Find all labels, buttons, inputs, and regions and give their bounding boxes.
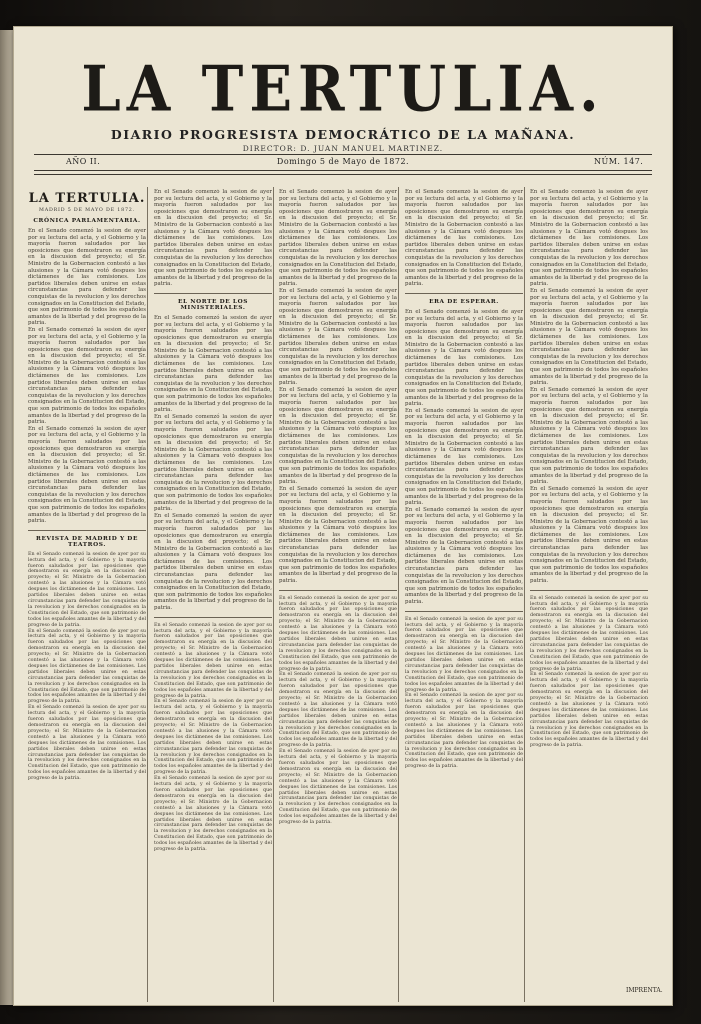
- column-heading: LA TERTULIA.: [28, 191, 146, 206]
- column-divider: [147, 187, 148, 1002]
- article-body: En el Senado comenzó la sesion de ayer por su lectura del acta, y el Gobierno y la mayoría fueron saludados por las oposiciones que demostraron su energía en la discusion del proyecto; el Sr. Ministro de la Gobernacion contestó a las alusiones y la Cámara votó despues los dictámenes de las comisiones. Los partidos liberales deben unirse en estas circunstancias para defender las conquistas de la revolucion y los derechos consignados en la Constitucion del Estado, que son patrimonio de todos los españoles amantes de la libertad y del progreso de la patria.: [279, 749, 397, 826]
- article-body: En el Senado comenzó la sesion de ayer por su lectura del acta, y el Gobierno y la mayoría fueron saludados por las oposiciones que demostraron su energía en la discusion del proyecto; el Sr. Ministro de la Gobernacion contestó a las alusiones y la Cámara votó despues los dictámenes de las comisiones. Los partidos liberales deben unirse en estas circunstancias para defender las conquistas de la revolucion y los derechos consignados en la Constitucion del Estado, que son patrimonio de todos los españoles amantes de la libertad y del progreso de la patria.: [28, 628, 146, 705]
- section-heading: ERA DE ESPERAR.: [429, 298, 499, 305]
- article-body: En el Senado comenzó la sesion de ayer por su lectura del acta, y el Gobierno y la mayoría fueron saludados por las oposiciones que demostraron su energía en la discusion del proyecto; el Sr. Ministro de la Gobernacion contestó a las alusiones y la Cámara votó despues los dictámenes de las comisiones. Los partidos liberales deben unirse en estas circunstancias para defender las conquistas de la revolucion y los derechos consignados en la Constitucion del Estado, que son patrimonio de todos los españoles amantes de la libertad y del progreso de la patria.: [279, 189, 397, 288]
- article-body: En el Senado comenzó la sesion de ayer por su lectura del acta, y el Gobierno y la mayoría fueron saludados por las oposiciones que demostraron su energía en la discusion del proyecto; el Sr. Ministro de la Gobernacion contestó a las alusiones y la Cámara votó despues los dictámenes de las comisiones. Los partidos liberales deben unirse en estas circunstancias para defender las conquistas de la revolucion y los derechos consignados en la Constitucion del Estado, que son patrimonio de todos los españoles amantes de la libertad y del progreso de la patria.: [28, 425, 146, 525]
- article-body: En el Senado comenzó la sesion de ayer por su lectura del acta, y el Gobierno y la mayoría fueron saludados por las oposiciones que demostraron su energía en la discusion del proyecto; el Sr. Ministro de la Gobernacion contestó a las alusiones y la Cámara votó despues los dictámenes de las comisiones. Los partidos liberales deben unirse en estas circunstancias para defender las conquistas de la revolucion y los derechos consignados en la Constitucion del Estado, que son patrimonio de todos los españoles amantes de la libertad y del progreso de la patria.: [28, 705, 146, 782]
- article-divider: [279, 590, 397, 591]
- article-divider: [154, 293, 272, 294]
- article-body: En el Senado comenzó la sesion de ayer por su lectura del acta, y el Gobierno y la mayoría fueron saludados por las oposiciones que demostraron su energía en la discusion del proyecto; el Sr. Ministro de la Gobernacion contestó a las alusiones y la Cámara votó despues los dictámenes de las comisiones. Los partidos liberales deben unirse en estas circunstancias para defender las conquistas de la revolucion y los derechos consignados en la Constitucion del Estado, que son patrimonio de todos los españoles amantes de la libertad y del progreso de la patria.: [279, 595, 397, 672]
- column-divider: [398, 187, 399, 1002]
- article-body: En el Senado comenzó la sesion de ayer por su lectura del acta, y el Gobierno y la mayoría fueron saludados por las oposiciones que demostraron su energía en la discusion del proyecto; el Sr. Ministro de la Gobernacion contestó a las alusiones y la Cámara votó despues los dictámenes de las comisiones. Los partidos liberales deben unirse en estas circunstancias para defender las conquistas de la revolucion y los derechos consignados en la Constitucion del Estado, que son patrimonio de todos los españoles amantes de la libertad y del progreso de la patria.: [154, 512, 272, 612]
- column-5: [530, 189, 648, 999]
- article-body: En el Senado comenzó la sesion de ayer por su lectura del acta, y el Gobierno y la mayoría fueron saludados por las oposiciones que demostraron su energía en la discusion del proyecto; el Sr. Ministro de la Gobernacion contestó a las alusiones y la Cámara votó despues los dictámenes de las comisiones. Los partidos liberales deben unirse en estas circunstancias para defender las conquistas de la revolucion y los derechos consignados en la Constitucion del Estado, que son patrimonio de todos los españoles amantes de la libertad y del progreso de la patria.: [530, 485, 648, 585]
- article-divider: [28, 530, 146, 531]
- column-dateline: MADRID 5 DE MAYO DE 1872.: [39, 208, 135, 213]
- newspaper-page: [13, 26, 673, 1006]
- article-body: En el Senado comenzó la sesion de ayer por su lectura del acta, y el Gobierno y la mayoría fueron saludados por las oposiciones que demostraron su energía en la discusion del proyecto; el Sr. Ministro de la Gobernacion contestó a las alusiones y la Cámara votó despues los dictámenes de las comisiones. Los partidos liberales deben unirse en estas circunstancias para defender las conquistas de la revolucion y los derechos consignados en la Constitucion del Estado, que son patrimonio de todos los españoles amantes de la libertad y del progreso de la patria.: [28, 326, 146, 426]
- section-heading: REVISTA DE MADRID Y DE TEATROS.: [36, 535, 138, 548]
- article-body: En el Senado comenzó la sesion de ayer por su lectura del acta, y el Gobierno y la mayoría fueron saludados por las oposiciones que demostraron su energía en la discusion del proyecto; el Sr. Ministro de la Gobernacion contestó a las alusiones y la Cámara votó despues los dictámenes de las comisiones. Los partidos liberales deben unirse en estas circunstancias para defender las conquistas de la revolucion y los derechos consignados en la Constitucion del Estado, que son patrimonio de todos los españoles amantes de la libertad y del progreso de la patria.: [154, 776, 272, 853]
- article-body: En el Senado comenzó la sesion de ayer por su lectura del acta, y el Gobierno y la mayoría fueron saludados por las oposiciones que demostraron su energía en la discusion del proyecto; el Sr. Ministro de la Gobernacion contestó a las alusiones y la Cámara votó despues los dictámenes de las comisiones. Los partidos liberales deben unirse en estas circunstancias para defender las conquistas de la revolucion y los derechos consignados en la Constitucion del Estado, que son patrimonio de todos los españoles amantes de la libertad y del progreso de la patria.: [530, 287, 648, 387]
- article-divider: [530, 590, 648, 591]
- article-divider: [154, 617, 272, 618]
- column-divider: [524, 187, 525, 1002]
- article-body: En el Senado comenzó la sesion de ayer por su lectura del acta, y el Gobierno y la mayoría fueron saludados por las oposiciones que demostraron su energía en la discusion del proyecto; el Sr. Ministro de la Gobernacion contestó a las alusiones y la Cámara votó despues los dictámenes de las comisiones. Los partidos liberales deben unirse en estas circunstancias para defender las conquistas de la revolucion y los derechos consignados en la Constitucion del Estado, que son patrimonio de todos los españoles amantes de la libertad y del progreso de la patria.: [530, 672, 648, 749]
- article-body: En el Senado comenzó la sesion de ayer por su lectura del acta, y el Gobierno y la mayoría fueron saludados por las oposiciones que demostraron su energía en la discusion del proyecto; el Sr. Ministro de la Gobernacion contestó a las alusiones y la Cámara votó despues los dictámenes de las comisiones. Los partidos liberales deben unirse en estas circunstancias para defender las conquistas de la revolucion y los derechos consignados en la Constitucion del Estado, que son patrimonio de todos los españoles amantes de la libertad y del progreso de la patria.: [279, 485, 397, 585]
- article-divider: [405, 293, 523, 294]
- director-line: DIRECTOR: D. JUAN MANUEL MARTINEZ.: [242, 144, 444, 153]
- rule-mid: [34, 170, 652, 171]
- article-body: En el Senado comenzó la sesion de ayer por su lectura del acta, y el Gobierno y la mayoría fueron saludados por las oposiciones que demostraron su energía en la discusion del proyecto; el Sr. Ministro de la Gobernacion contestó a las alusiones y la Cámara votó despues los dictámenes de las comisiones. Los partidos liberales deben unirse en estas circunstancias para defender las conquistas de la revolucion y los derechos consignados en la Constitucion del Estado, que son patrimonio de todos los españoles amantes de la libertad y del progreso de la patria.: [530, 595, 648, 672]
- article-body: En el Senado comenzó la sesion de ayer por su lectura del acta, y el Gobierno y la mayoría fueron saludados por las oposiciones que demostraron su energía en la discusion del proyecto; el Sr. Ministro de la Gobernacion contestó a las alusiones y la Cámara votó despues los dictámenes de las comisiones. Los partidos liberales deben unirse en estas circunstancias para defender las conquistas de la revolucion y los derechos consignados en la Constitucion del Estado, que son patrimonio de todos los españoles amantes de la libertad y del progreso de la patria.: [405, 407, 523, 507]
- article-body: En el Senado comenzó la sesion de ayer por su lectura del acta, y el Gobierno y la mayoría fueron saludados por las oposiciones que demostraron su energía en la discusion del proyecto; el Sr. Ministro de la Gobernacion contestó a las alusiones y la Cámara votó despues los dictámenes de las comisiones. Los partidos liberales deben unirse en estas circunstancias para defender las conquistas de la revolucion y los derechos consignados en la Constitucion del Estado, que son patrimonio de todos los españoles amantes de la libertad y del progreso de la patria.: [405, 616, 523, 693]
- column-2: [154, 189, 272, 999]
- footer-stamp: IMPRENTA.: [626, 987, 663, 994]
- article-body: En el Senado comenzó la sesion de ayer por su lectura del acta, y el Gobierno y la mayoría fueron saludados por las oposiciones que demostraron su energía en la discusion del proyecto; el Sr. Ministro de la Gobernacion contestó a las alusiones y la Cámara votó despues los dictámenes de las comisiones. Los partidos liberales deben unirse en estas circunstancias para defender las conquistas de la revolucion y los derechos consignados en la Constitucion del Estado, que son patrimonio de todos los españoles amantes de la libertad y del progreso de la patria.: [405, 189, 523, 288]
- article-divider: [405, 611, 523, 612]
- section-heading: EL NORTE DE LOS MINISTERIALES.: [177, 298, 249, 311]
- column-divider: [273, 187, 274, 1002]
- article-body: En el Senado comenzó la sesion de ayer por su lectura del acta, y el Gobierno y la mayoría fueron saludados por las oposiciones que demostraron su energía en la discusion del proyecto; el Sr. Ministro de la Gobernacion contestó a las alusiones y la Cámara votó despues los dictámenes de las comisiones. Los partidos liberales deben unirse en estas circunstancias para defender las conquistas de la revolucion y los derechos consignados en la Constitucion del Estado, que son patrimonio de todos los españoles amantes de la libertad y del progreso de la patria.: [154, 699, 272, 776]
- article-body: En el Senado comenzó la sesion de ayer por su lectura del acta, y el Gobierno y la mayoría fueron saludados por las oposiciones que demostraron su energía en la discusion del proyecto; el Sr. Ministro de la Gobernacion contestó a las alusiones y la Cámara votó despues los dictámenes de las comisiones. Los partidos liberales deben unirse en estas circunstancias para defender las conquistas de la revolucion y los derechos consignados en la Constitucion del Estado, que son patrimonio de todos los españoles amantes de la libertad y del progreso de la patria.: [530, 189, 648, 288]
- column-4: [405, 189, 523, 999]
- issue-number: NÚM. 147.: [594, 157, 644, 166]
- column-1: [28, 189, 146, 999]
- article-body: En el Senado comenzó la sesion de ayer por su lectura del acta, y el Gobierno y la mayoría fueron saludados por las oposiciones que demostraron su energía en la discusion del proyecto; el Sr. Ministro de la Gobernacion contestó a las alusiones y la Cámara votó despues los dictámenes de las comisiones. Los partidos liberales deben unirse en estas circunstancias para defender las conquistas de la revolucion y los derechos consignados en la Constitucion del Estado, que son patrimonio de todos los españoles amantes de la libertad y del progreso de la patria.: [28, 551, 146, 628]
- article-body: En el Senado comenzó la sesion de ayer por su lectura del acta, y el Gobierno y la mayoría fueron saludados por las oposiciones que demostraron su energía en la discusion del proyecto; el Sr. Ministro de la Gobernacion contestó a las alusiones y la Cámara votó despues los dictámenes de las comisiones. Los partidos liberales deben unirse en estas circunstancias para defender las conquistas de la revolucion y los derechos consignados en la Constitucion del Estado, que son patrimonio de todos los españoles amantes de la libertad y del progreso de la patria.: [154, 622, 272, 699]
- article-body: En el Senado comenzó la sesion de ayer por su lectura del acta, y el Gobierno y la mayoría fueron saludados por las oposiciones que demostraron su energía en la discusion del proyecto; el Sr. Ministro de la Gobernacion contestó a las alusiones y la Cámara votó despues los dictámenes de las comisiones. Los partidos liberales deben unirse en estas circunstancias para defender las conquistas de la revolucion y los derechos consignados en la Constitucion del Estado, que son patrimonio de todos los españoles amantes de la libertad y del progreso de la patria.: [279, 672, 397, 749]
- article-body: En el Senado comenzó la sesion de ayer por su lectura del acta, y el Gobierno y la mayoría fueron saludados por las oposiciones que demostraron su energía en la discusion del proyecto; el Sr. Ministro de la Gobernacion contestó a las alusiones y la Cámara votó despues los dictámenes de las comisiones. Los partidos liberales deben unirse en estas circunstancias para defender las conquistas de la revolucion y los derechos consignados en la Constitucion del Estado, que son patrimonio de todos los españoles amantes de la libertad y del progreso de la patria.: [154, 413, 272, 513]
- section-heading: CRÓNICA PARLAMENTARIA.: [33, 218, 141, 224]
- article-body: En el Senado comenzó la sesion de ayer por su lectura del acta, y el Gobierno y la mayoría fueron saludados por las oposiciones que demostraron su energía en la discusion del proyecto; el Sr. Ministro de la Gobernacion contestó a las alusiones y la Cámara votó despues los dictámenes de las comisiones. Los partidos liberales deben unirse en estas circunstancias para defender las conquistas de la revolucion y los derechos consignados en la Constitucion del Estado, que son patrimonio de todos los españoles amantes de la libertad y del progreso de la patria.: [154, 189, 272, 288]
- article-body: En el Senado comenzó la sesion de ayer por su lectura del acta, y el Gobierno y la mayoría fueron saludados por las oposiciones que demostraron su energía en la discusion del proyecto; el Sr. Ministro de la Gobernacion contestó a las alusiones y la Cámara votó despues los dictámenes de las comisiones. Los partidos liberales deben unirse en estas circunstancias para defender las conquistas de la revolucion y los derechos consignados en la Constitucion del Estado, que son patrimonio de todos los españoles amantes de la libertad y del progreso de la patria.: [28, 228, 146, 327]
- column-3: [279, 189, 397, 999]
- masthead-subtitle: DIARIO PROGRESISTA DEMOCRÁTICO DE LA MAÑANA.: [110, 127, 576, 142]
- issue-date: Domingo 5 de Mayo de 1872.: [276, 157, 410, 166]
- article-body: En el Senado comenzó la sesion de ayer por su lectura del acta, y el Gobierno y la mayoría fueron saludados por las oposiciones que demostraron su energía en la discusion del proyecto; el Sr. Ministro de la Gobernacion contestó a las alusiones y la Cámara votó despues los dictámenes de las comisiones. Los partidos liberales deben unirse en estas circunstancias para defender las conquistas de la revolucion y los derechos consignados en la Constitucion del Estado, que son patrimonio de todos los españoles amantes de la libertad y del progreso de la patria.: [154, 314, 272, 414]
- rule-mid-2: [34, 174, 652, 175]
- article-body: En el Senado comenzó la sesion de ayer por su lectura del acta, y el Gobierno y la mayoría fueron saludados por las oposiciones que demostraron su energía en la discusion del proyecto; el Sr. Ministro de la Gobernacion contestó a las alusiones y la Cámara votó despues los dictámenes de las comisiones. Los partidos liberales deben unirse en estas circunstancias para defender las conquistas de la revolucion y los derechos consignados en la Constitucion del Estado, que son patrimonio de todos los españoles amantes de la libertad y del progreso de la patria.: [405, 308, 523, 408]
- rule-top: [34, 154, 652, 155]
- article-body: En el Senado comenzó la sesion de ayer por su lectura del acta, y el Gobierno y la mayoría fueron saludados por las oposiciones que demostraron su energía en la discusion del proyecto; el Sr. Ministro de la Gobernacion contestó a las alusiones y la Cámara votó despues los dictámenes de las comisiones. Los partidos liberales deben unirse en estas circunstancias para defender las conquistas de la revolucion y los derechos consignados en la Constitucion del Estado, que son patrimonio de todos los españoles amantes de la libertad y del progreso de la patria.: [405, 693, 523, 770]
- masthead-title: LA TERTULIA.: [81, 52, 605, 126]
- article-body: En el Senado comenzó la sesion de ayer por su lectura del acta, y el Gobierno y la mayoría fueron saludados por las oposiciones que demostraron su energía en la discusion del proyecto; el Sr. Ministro de la Gobernacion contestó a las alusiones y la Cámara votó despues los dictámenes de las comisiones. Los partidos liberales deben unirse en estas circunstancias para defender las conquistas de la revolucion y los derechos consignados en la Constitucion del Estado, que son patrimonio de todos los españoles amantes de la libertad y del progreso de la patria.: [279, 386, 397, 486]
- article-body: En el Senado comenzó la sesion de ayer por su lectura del acta, y el Gobierno y la mayoría fueron saludados por las oposiciones que demostraron su energía en la discusion del proyecto; el Sr. Ministro de la Gobernacion contestó a las alusiones y la Cámara votó despues los dictámenes de las comisiones. Los partidos liberales deben unirse en estas circunstancias para defender las conquistas de la revolucion y los derechos consignados en la Constitucion del Estado, que son patrimonio de todos los españoles amantes de la libertad y del progreso de la patria.: [530, 386, 648, 486]
- article-body: En el Senado comenzó la sesion de ayer por su lectura del acta, y el Gobierno y la mayoría fueron saludados por las oposiciones que demostraron su energía en la discusion del proyecto; el Sr. Ministro de la Gobernacion contestó a las alusiones y la Cámara votó despues los dictámenes de las comisiones. Los partidos liberales deben unirse en estas circunstancias para defender las conquistas de la revolucion y los derechos consignados en la Constitucion del Estado, que son patrimonio de todos los españoles amantes de la libertad y del progreso de la patria.: [279, 287, 397, 387]
- article-body: En el Senado comenzó la sesion de ayer por su lectura del acta, y el Gobierno y la mayoría fueron saludados por las oposiciones que demostraron su energía en la discusion del proyecto; el Sr. Ministro de la Gobernacion contestó a las alusiones y la Cámara votó despues los dictámenes de las comisiones. Los partidos liberales deben unirse en estas circunstancias para defender las conquistas de la revolucion y los derechos consignados en la Constitucion del Estado, que son patrimonio de todos los españoles amantes de la libertad y del progreso de la patria.: [405, 506, 523, 606]
- issue-year: AÑO II.: [66, 157, 101, 166]
